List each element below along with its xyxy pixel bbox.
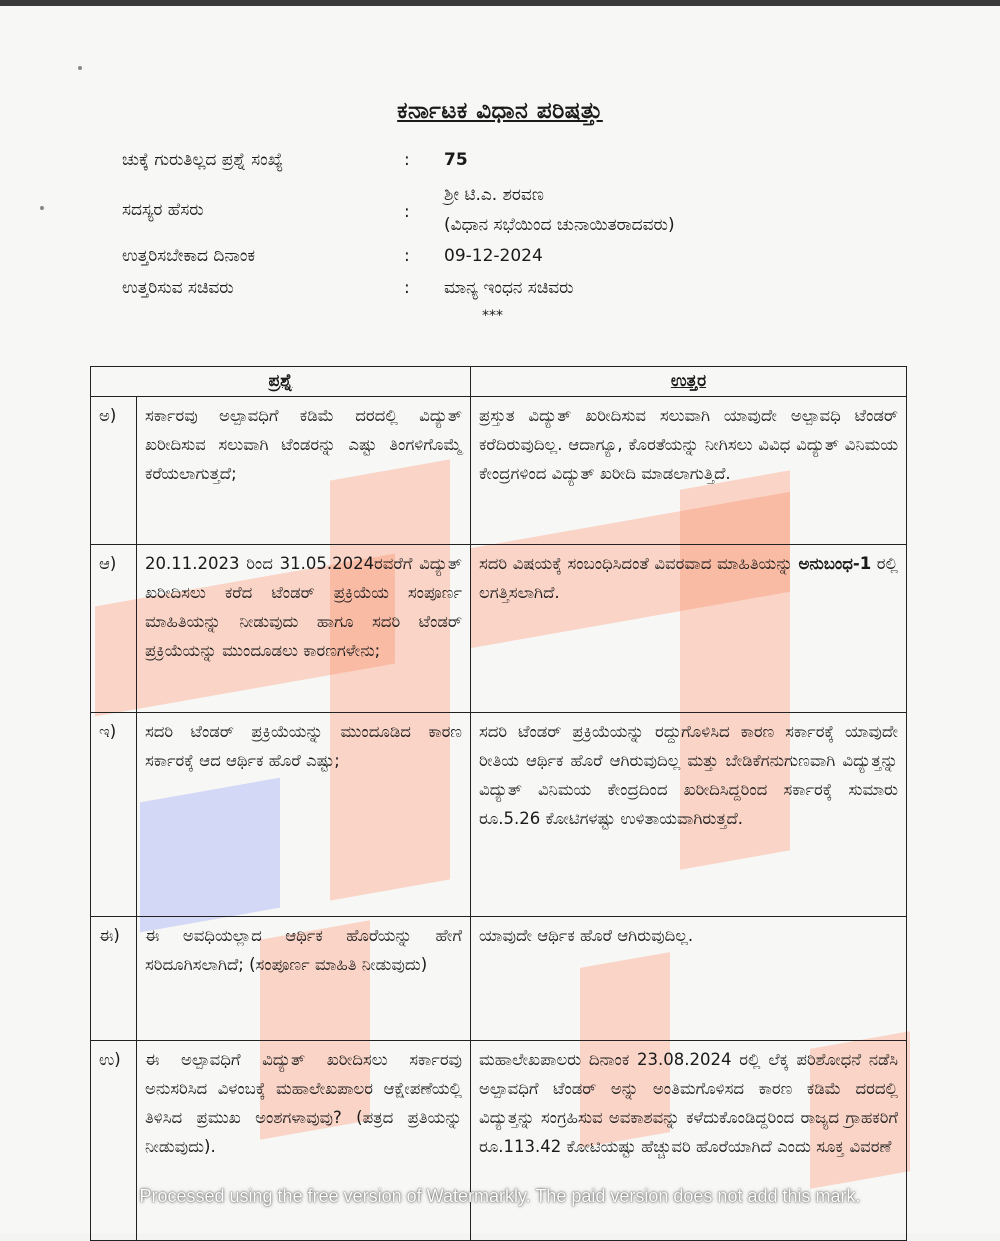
meta-colon: : xyxy=(404,278,410,298)
meta-value: 75 xyxy=(444,150,468,170)
question-column-header: ಪ್ರಶ್ನೆ xyxy=(91,367,471,397)
separator-stars: *** xyxy=(482,308,503,324)
question-cell: ಸರ್ಕಾರವು ಅಲ್ಪಾವಧಿಗೆ ಕಡಿಮೆ ದರದಲ್ಲಿ ವಿದ್ಯುತ್ ಖರೀದಿಸುವ ಸಲುವಾಗಿ ಟೆಂಡರನ್ನು ಎಷ್ಟು ತಿಂಗಳಿಗೊಮ್ಮೆ ಕರೆಯಲಾಗುತ್ತದೆ; xyxy=(137,397,471,545)
scan-speck xyxy=(40,206,44,210)
table-row xyxy=(91,397,907,545)
table-header-row xyxy=(91,367,907,397)
meta-key: ಚುಕ್ಕೆ ಗುರುತಿಲ್ಲದ ಪ್ರಶ್ನೆ ಸಂಖ್ಯೆ xyxy=(122,150,284,170)
answer-cell: ಯಾವುದೇ ಆರ್ಥಿಕ ಹೊರೆ ಆಗಿರುವುದಿಲ್ಲ. xyxy=(471,917,907,1041)
answer-cell xyxy=(471,545,907,713)
row-label: ಈ) xyxy=(91,917,137,1041)
question-answer-table xyxy=(90,366,907,1241)
meta-key: ಉತ್ತರಿಸುವ ಸಚಿವರು xyxy=(122,278,234,298)
answer-cell: ಪ್ರಸ್ತುತ ವಿದ್ಯುತ್ ಖರೀದಿಸುವ ಸಲುವಾಗಿ ಯಾವುದೇ ಅಲ್ಪಾವಧಿ ಟೆಂಡರ್ ಕರೆದಿರುವುದಿಲ್ಲ. ಆದಾಗ್ಯೂ, ಕೊರತೆಯನ್ನು ನೀಗಿಸಲು ವಿವಿಧ ವಿದ್ಯುತ್ ವಿನಿಮಯ ಕೇಂದ್ರಗಳಿಂದ ವಿದ್ಯುತ್ ಖರೀದಿ ಮಾಡಲಾಗುತ್ತಿದೆ. xyxy=(471,397,907,545)
question-cell: ಈ ಅವಧಿಯಲ್ಲಾದ ಆರ್ಥಿಕ ಹೊರೆಯನ್ನು ಹೇಗೆ ಸರಿದೂಗಿಸಲಾಗಿದೆ; (ಸಂಪೂರ್ಣ ಮಾಹಿತಿ ನೀಡುವುದು) xyxy=(137,917,471,1041)
meta-value-note: (ವಿಧಾನ ಸಭೆಯಿಂದ ಚುನಾಯಿತರಾದವರು) xyxy=(444,215,675,235)
meta-value: 09-12-2024 xyxy=(444,246,543,266)
meta-key: ಉತ್ತರಿಸಬೇಕಾದ ದಿನಾಂಕ xyxy=(122,246,256,266)
meta-colon: : xyxy=(404,246,410,266)
table-row xyxy=(91,713,907,917)
meta-value: ಶ್ರೀ ಟಿ.ಎ. ಶರವಣ xyxy=(444,185,544,205)
page-title: ಕರ್ನಾಟಕ ವಿಧಾನ ಪರಿಷತ್ತು xyxy=(397,98,603,124)
meta-value: ಮಾನ್ಯ ಇಂಧನ ಸಚಿವರು xyxy=(444,278,574,298)
row-label: ಆ) xyxy=(91,545,137,713)
meta-colon: : xyxy=(404,202,410,222)
row-label: ಇ) xyxy=(91,713,137,917)
scan-speck xyxy=(78,66,82,70)
question-cell: ಸದರಿ ಟೆಂಡರ್ ಪ್ರಕ್ರಿಯೆಯನ್ನು ಮುಂದೂಡಿದ ಕಾರಣ ಸರ್ಕಾರಕ್ಕೆ ಆದ ಆರ್ಥಿಕ ಹೊರೆ ಎಷ್ಟು; xyxy=(137,713,471,917)
row-label: ಉ) xyxy=(91,1041,137,1241)
annexure-reference: ಅನುಬಂಧ-1 xyxy=(798,554,872,573)
question-cell: 20.11.2023 ರಿಂದ 31.05.2024ರವರೆಗೆ ವಿದ್ಯುತ್ ಖರೀದಿಸಲು ಕರೆದ ಟೆಂಡರ್ ಪ್ರಕ್ರಿಯೆಯ ಸಂಪೂರ್ಣ ಮಾಹಿತಿಯನ್ನು ನೀಡುವುದು ಹಾಗೂ ಸದರಿ ಟೆಂಡರ್ ಪ್ರಕ್ರಿಯೆಯನ್ನು ಮುಂದೂಡಲು ಕಾರಣಗಳೇನು; xyxy=(137,545,471,713)
row-label: ಅ) xyxy=(91,397,137,545)
answer-cell: ಸದರಿ ಟೆಂಡರ್ ಪ್ರಕ್ರಿಯೆಯನ್ನು ರದ್ದುಗೊಳಿಸಿದ ಕಾರಣ ಸರ್ಕಾರಕ್ಕೆ ಯಾವುದೇ ರೀತಿಯ ಆರ್ಥಿಕ ಹೊರೆ ಆಗಿರುವುದಿಲ್ಲ ಮತ್ತು ಬೇಡಿಕೆಗನುಗುಣವಾಗಿ ವಿದ್ಯುತ್ತನ್ನು ವಿದ್ಯುತ್ ವಿನಿಮಯ ಕೇಂದ್ರದಿಂದ ಖರೀದಿಸಿದ್ದರಿಂದ ಸರ್ಕಾರಕ್ಕೆ ಸುಮಾರು ರೂ.5.26 ಕೋಟಿಗಳಷ್ಟು ಉಳಿತಾಯವಾಗಿರುತ್ತದೆ. xyxy=(471,713,907,917)
watermark-notice: Processed using the free version of Watermarkly. The paid version does not add this mark. xyxy=(139,1186,861,1206)
answer-cell: ಮಹಾಲೇಖಪಾಲರು ದಿನಾಂಕ 23.08.2024 ರಲ್ಲಿ ಲೆಕ್ಕ ಪರಿಶೋಧನೆ ನಡೆಸಿ ಅಲ್ಪಾವಧಿಗೆ ಟೆಂಡರ್ ಅನ್ನು ಅಂತಿಮಗೊಳಿಸದ ಕಾರಣ ಕಡಿಮೆ ದರದಲ್ಲಿ ವಿದ್ಯುತ್ತನ್ನು ಸಂಗ್ರಹಿಸುವ ಅವಕಾಶವನ್ನು ಕಳೆದುಕೊಂಡಿದ್ದರಿಂದ ರಾಜ್ಯದ ಗ್ರಾಹಕರಿಗೆ ರೂ.113.42 ಕೋಟಿಯಷ್ಟು ಹೆಚ್ಚುವರಿ ಹೊರೆಯಾಗಿದೆ ಎಂದು ಸೂಕ್ತ ವಿವರಣೆ xyxy=(471,1041,907,1241)
meta-key: ಸದಸ್ಯರ ಹೆಸರು xyxy=(122,200,204,220)
meta-colon: : xyxy=(404,150,410,170)
answer-column-header: ಉತ್ತರ xyxy=(471,367,907,397)
table-row xyxy=(91,917,907,1041)
answer-text-tail: ರಲ್ಲಿ ಲಗತ್ತಿಸಲಾಗಿದೆ. xyxy=(479,554,898,602)
question-cell: ಈ ಅಲ್ಪಾವಧಿಗೆ ವಿದ್ಯುತ್ ಖರೀದಿಸಲು ಸರ್ಕಾರವು ಅನುಸರಿಸಿದ ವಿಳಂಬಕ್ಕೆ ಮಹಾಲೇಖಪಾಲರ ಆಕ್ಷೇಪಣೆಯಲ್ಲಿ ತಿಳಿಸಿದ ಪ್ರಮುಖ ಅಂಶಗಳಾವುವು? (ಪತ್ರದ ಪ್ರತಿಯನ್ನು ನೀಡುವುದು). xyxy=(137,1041,471,1241)
table-row xyxy=(91,1041,907,1241)
answer-text: ಸದರಿ ವಿಷಯಕ್ಕೆ ಸಂಬಂಧಿಸಿದಂತೆ ವಿವರವಾದ ಮಾಹಿತಿಯನ್ನು xyxy=(479,554,799,573)
table-row xyxy=(91,545,907,713)
